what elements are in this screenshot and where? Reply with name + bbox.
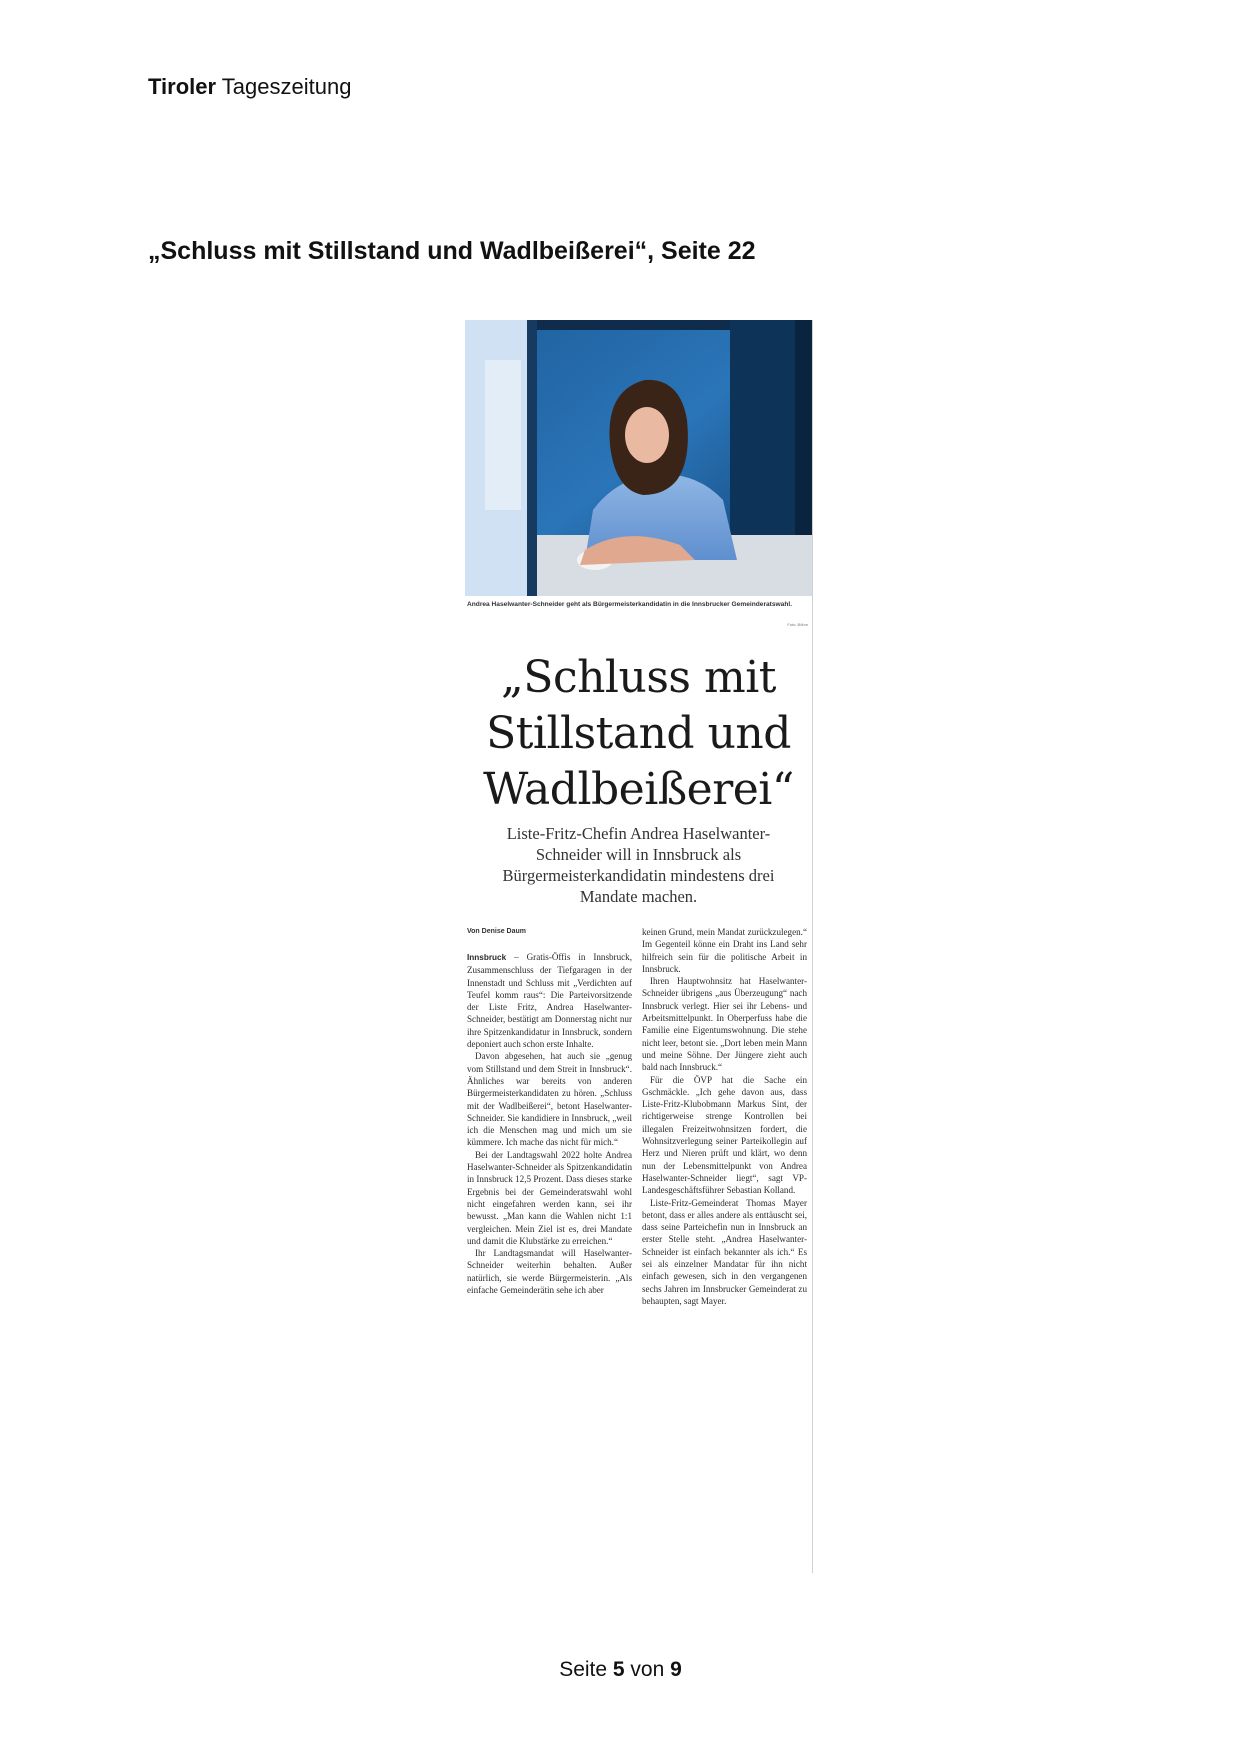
photo-credit: Foto: Böhm [787,622,808,627]
article-paragraph: Für die ÖVP hat die Sache ein Gschmäckle. „Ich gehe davon aus, dass Liste-Fritz-Klubobmann Markus Sint, der richtigerweise strenge Kontrollen bei illegalen Freizeitwohnsitzen fordert, die Wohnsitzverlegung seiner Parteikollegin auf Herz und Nieren prüft und klärt, wo denn nun der Lebensmittelpunkt von Andrea Haselwanter-Schneider liegt“, sagt VP-Landesgeschäftsführer Sebastian Kolland. [642,1074,807,1196]
article-subheadline: Liste-Fritz-Chefin Andrea Haselwanter-Schneider will in Innsbruck als Bürgermeisterkandidatin mindestens drei Mandate machen. [502,824,775,906]
portrait-image [465,320,812,596]
article-paragraph: Davon abgesehen, hat auch sie „genug vom Stillstand und dem Streit in Innsbruck“. Ähnliches war bereits von anderen Bürgermeisterkandidaten zu hören. „Schluss mit der Wadlbeißerei“, betont Haselwanter-Schneider. Sie kandidiere in Innsbruck, „weil ich die Menschen mag und mich um sie kümmere. Ich mache das nicht für mich.“ [467,1051,632,1148]
publication-name [148,74,351,100]
newspaper-clipping [465,320,813,1573]
publication-name-bold: Tiroler [148,74,217,99]
article-paragraph: Ihr Landtagsmandat will Haselwanter-Schneider weiterhin behalten. Außer natürlich, sie werde Bürgermeisterin. „Als einfache Gemeinderätin sehe ich aber [467,1248,632,1296]
article-paragraph: Ihren Hauptwohnsitz hat Haselwanter-Schneider übrigens „aus Überzeugung“ nach Innsbruck verlegt. Hier sei ihr Lebens- und Arbeitsmittelpunkt. In Oberperfuss habe die Familie eine Eigentumswohnung. Die stehe nicht leer, betont sie. „Dort leben mein Mann und meine Söhne. Der Jüngere zieht auch bald nach Innsbruck.“ [642,976,807,1073]
page-number-middle: von [624,1658,671,1681]
page-number-prefix: Seite [559,1658,613,1681]
photo-caption: Andrea Haselwanter-Schneider geht als Bürgermeisterkandidatin in die Innsbrucker Gemeinderatswahl. [467,601,793,608]
article-paragraph [467,951,632,1050]
article-dateline: Innsbruck [467,953,507,962]
page-number [0,1658,1241,1682]
article-headline: „Schluss mit Stillstand und Wadlbeißerei“ [483,652,794,815]
article-paragraph-text: – Gratis-Öffis in Innsbruck, Zusammenschluss der Tiefgaragen in der Innenstadt und Schluss mit „Verdichten auf Teufel komm raus“: Die Parteivorsitzende der Liste Fritz, Andrea Haselwanter-Schneider, bestätigt am Donnerstag nicht nur ihre Spitzenkandidatur in Innsbruck, sondern deponiert auch schon erste Inhalte. [467,952,632,1050]
article-byline: Von Denise Daum [467,928,526,935]
document-title: „Schluss mit Stillstand und Wadlbeißerei“, Seite 22 [148,237,756,265]
publication-name-rest: Tageszeitung [216,74,352,99]
page-number-current: 5 [612,1658,625,1681]
article-column-right [642,926,807,1307]
article-paragraph: Bei der Landtagswahl 2022 holte Andrea Haselwanter-Schneider als Spitzenkandidatin in Innsbruck 12,5 Prozent. Dass dieses starke Ergebnis bei der Gemeinderatswahl wohl nicht eingefahren werden kann, sei ihr bewusst. „Man kann die Wahlen nicht 1:1 vergleichen. Mein Ziel ist es, drei Mandate und damit die Klubstärke zu erreichen.“ [467,1149,632,1246]
page-number-total: 9 [670,1658,682,1681]
article-paragraph: Liste-Fritz-Gemeinderat Thomas Mayer betont, dass er alles andere als enttäuscht sei, dass seine Parteichefin nun in Innsbruck an erster Stelle steht. „Andrea Haselwanter-Schneider ist einfach bekannter als ich.“ Es sei als einzelner Mandatar für ihn nicht einfach gewesen, sich in den vergangenen sechs Jahren im Innsbrucker Gemeinderat zu behaupten, sagt Mayer. [642,1197,807,1306]
article-column-left [467,951,632,1296]
article-paragraph: keinen Grund, mein Mandat zurückzulegen.“ Im Gegenteil könne ein Draht ins Land sehr hilfreich sein für die politische Arbeit in Innsbruck. [642,927,807,974]
article-photo [465,320,812,596]
